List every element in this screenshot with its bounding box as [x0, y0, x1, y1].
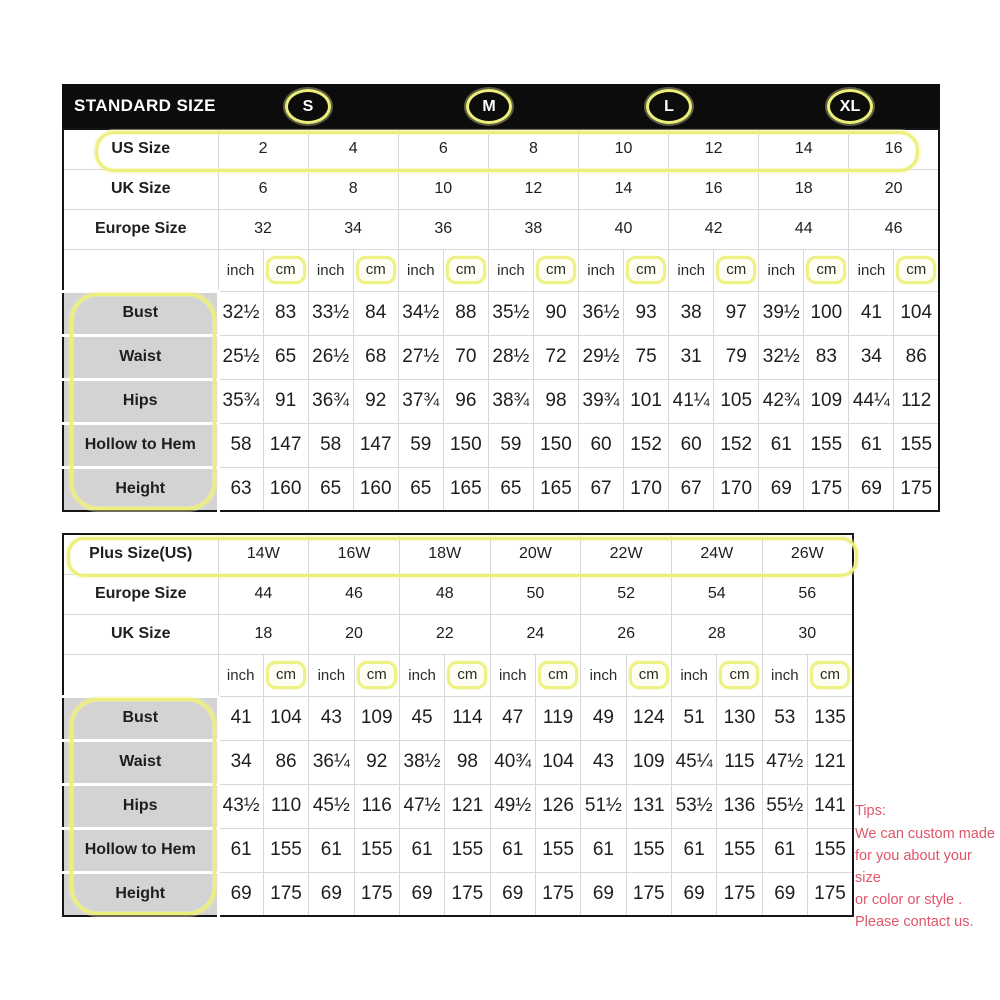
measure-cell: 41 [218, 696, 263, 740]
measure-row [63, 335, 939, 379]
measure-cell: 69 [762, 872, 807, 916]
measure-cell: 175 [445, 872, 490, 916]
cm-highlight-box: cm [266, 256, 306, 284]
row-label: Waist [63, 335, 218, 379]
row-label: Hips [63, 379, 218, 423]
unit-row [63, 249, 939, 291]
measure-cell: 65 [308, 467, 353, 511]
size-group-oval-xl [827, 89, 873, 124]
measure-cell: 104 [894, 291, 939, 335]
measure-cell: 92 [354, 740, 399, 784]
size-group-oval-m [466, 89, 512, 124]
measure-cell: 170 [624, 467, 669, 511]
measure-cell: 28½ [488, 335, 533, 379]
measure-row [63, 828, 853, 872]
unit-inch-cell: inch [671, 654, 716, 696]
measure-cell: 116 [354, 784, 399, 828]
measure-cell: 67 [669, 467, 714, 511]
size-cell: 18W [399, 534, 490, 574]
unit-cm-cell [353, 249, 398, 291]
measure-cell: 175 [263, 872, 308, 916]
measure-cell: 88 [443, 291, 488, 335]
unit-cm-cell [445, 654, 490, 696]
measure-cell: 105 [714, 379, 759, 423]
unit-cm-cell [354, 654, 399, 696]
measure-cell: 150 [443, 423, 488, 467]
measure-cell: 155 [535, 828, 580, 872]
unit-row-label [63, 654, 218, 696]
measure-cell: 170 [714, 467, 759, 511]
size-cell: 28 [671, 614, 762, 654]
measure-cell: 83 [263, 291, 308, 335]
measure-cell: 90 [533, 291, 578, 335]
measure-cell: 147 [263, 423, 308, 467]
measure-cell: 69 [849, 467, 894, 511]
measure-cell: 110 [263, 784, 308, 828]
measure-cell: 32½ [759, 335, 804, 379]
measure-cell: 49½ [490, 784, 535, 828]
size-row [63, 534, 853, 574]
unit-inch-cell: inch [218, 249, 263, 291]
cm-highlight-box: cm [356, 256, 396, 284]
measure-cell: 53 [762, 696, 807, 740]
measure-cell: 43½ [218, 784, 263, 828]
cm-highlight-box: cm [357, 661, 397, 689]
tips-line: for you about your size [855, 848, 972, 886]
size-cell: 20W [490, 534, 581, 574]
cm-highlight-box: cm [446, 256, 486, 284]
measure-cell: 98 [533, 379, 578, 423]
measure-row [63, 784, 853, 828]
size-cell: 10 [398, 169, 488, 209]
size-cell: 54 [671, 574, 762, 614]
size-group-oval-l [646, 89, 692, 124]
cm-highlight-box: cm [266, 661, 306, 689]
measure-cell: 60 [669, 423, 714, 467]
measure-cell: 97 [714, 291, 759, 335]
measure-cell: 34 [218, 740, 263, 784]
measure-cell: 69 [759, 467, 804, 511]
row-label: Bust [63, 696, 218, 740]
unit-cm-cell [804, 249, 849, 291]
measure-cell: 130 [717, 696, 762, 740]
cm-highlight-box: cm [719, 661, 759, 689]
measure-cell: 155 [354, 828, 399, 872]
measure-cell: 45½ [309, 784, 354, 828]
measure-cell: 79 [714, 335, 759, 379]
measure-row [63, 291, 939, 335]
row-label: Hollow to Hem [63, 828, 218, 872]
size-cell: 18 [759, 169, 849, 209]
measure-cell: 70 [443, 335, 488, 379]
measure-cell: 147 [353, 423, 398, 467]
measure-cell: 135 [807, 696, 853, 740]
measure-cell: 126 [535, 784, 580, 828]
size-cell: 34 [308, 209, 398, 249]
cm-highlight-box: cm [536, 256, 576, 284]
measure-cell: 175 [626, 872, 671, 916]
measure-cell: 33½ [308, 291, 353, 335]
tips-note [855, 800, 1000, 933]
row-label: UK Size [63, 169, 218, 209]
measure-cell: 109 [626, 740, 671, 784]
measure-cell: 61 [309, 828, 354, 872]
measure-cell: 38½ [399, 740, 444, 784]
unit-cm-cell [717, 654, 762, 696]
size-cell: 10 [579, 129, 669, 169]
unit-row-label [63, 249, 218, 291]
measure-cell: 45¼ [671, 740, 716, 784]
size-cell: 16 [849, 129, 939, 169]
measure-cell: 104 [535, 740, 580, 784]
size-row [63, 169, 939, 209]
row-label: Hollow to Hem [63, 423, 218, 467]
measure-cell: 100 [804, 291, 849, 335]
measure-cell: 175 [535, 872, 580, 916]
size-cell: 38 [488, 209, 578, 249]
measure-cell: 59 [398, 423, 443, 467]
measure-cell: 155 [445, 828, 490, 872]
row-label: Bust [63, 291, 218, 335]
cm-highlight-box: cm [716, 256, 756, 284]
measure-cell: 26½ [308, 335, 353, 379]
unit-row [63, 654, 853, 696]
size-cell: 50 [490, 574, 581, 614]
measure-cell: 69 [490, 872, 535, 916]
size-cell: 8 [308, 169, 398, 209]
measure-cell: 42¾ [759, 379, 804, 423]
measure-cell: 101 [624, 379, 669, 423]
measure-cell: 112 [894, 379, 939, 423]
measure-cell: 68 [353, 335, 398, 379]
measure-cell: 34½ [398, 291, 443, 335]
measure-cell: 36¼ [309, 740, 354, 784]
measure-cell: 41 [849, 291, 894, 335]
size-cell: 16W [309, 534, 400, 574]
measure-cell: 35½ [488, 291, 533, 335]
size-group-oval-s [285, 89, 331, 124]
measure-cell: 36¾ [308, 379, 353, 423]
measure-row [63, 467, 939, 511]
measure-cell: 47½ [399, 784, 444, 828]
measure-cell: 58 [218, 423, 263, 467]
cm-highlight-box: cm [896, 256, 936, 284]
row-label: US Size [63, 129, 218, 169]
measure-cell: 109 [354, 696, 399, 740]
measure-cell: 60 [579, 423, 624, 467]
unit-inch-cell: inch [762, 654, 807, 696]
unit-cm-cell [624, 249, 669, 291]
measure-cell: 155 [626, 828, 671, 872]
tips-line: Please contact us. [855, 914, 974, 930]
unit-inch-cell: inch [490, 654, 535, 696]
unit-cm-cell [535, 654, 580, 696]
measure-cell: 59 [488, 423, 533, 467]
unit-cm-cell [894, 249, 939, 291]
size-cell: 26 [581, 614, 672, 654]
size-cell: 44 [759, 209, 849, 249]
row-label: Hips [63, 784, 218, 828]
measure-cell: 175 [354, 872, 399, 916]
measure-cell: 75 [624, 335, 669, 379]
unit-cm-cell [263, 249, 308, 291]
unit-inch-cell: inch [488, 249, 533, 291]
size-cell: 44 [218, 574, 309, 614]
size-cell: 2 [218, 129, 308, 169]
measure-cell: 155 [804, 423, 849, 467]
size-cell: 12 [669, 129, 759, 169]
size-cell: 14W [218, 534, 309, 574]
measure-cell: 152 [624, 423, 669, 467]
measure-cell: 36½ [579, 291, 624, 335]
measure-cell: 53½ [671, 784, 716, 828]
measure-cell: 93 [624, 291, 669, 335]
size-group-label: XL [839, 97, 861, 115]
size-cell: 24W [671, 534, 762, 574]
unit-inch-cell: inch [308, 249, 353, 291]
tips-line: or color or style . [855, 892, 963, 908]
measure-cell: 165 [533, 467, 578, 511]
measure-cell: 160 [353, 467, 398, 511]
measure-cell: 160 [263, 467, 308, 511]
measure-cell: 35¾ [218, 379, 263, 423]
measure-cell: 65 [263, 335, 308, 379]
measure-cell: 175 [717, 872, 762, 916]
measure-cell: 55½ [762, 784, 807, 828]
measure-cell: 61 [218, 828, 263, 872]
size-cell: 8 [488, 129, 578, 169]
measure-cell: 34 [849, 335, 894, 379]
measure-cell: 65 [398, 467, 443, 511]
measure-cell: 49 [581, 696, 626, 740]
row-label: Height [63, 872, 218, 916]
plus-size-table [62, 533, 854, 917]
measure-cell: 69 [309, 872, 354, 916]
size-cell: 22W [581, 534, 672, 574]
measure-cell: 61 [490, 828, 535, 872]
measure-cell: 61 [581, 828, 626, 872]
measure-cell: 25½ [218, 335, 263, 379]
measure-cell: 63 [218, 467, 263, 511]
size-cell: 52 [581, 574, 672, 614]
unit-cm-cell [263, 654, 308, 696]
row-label: Waist [63, 740, 218, 784]
size-cell: 42 [669, 209, 759, 249]
measure-row [63, 696, 853, 740]
size-cell: 24 [490, 614, 581, 654]
measure-cell: 115 [717, 740, 762, 784]
size-cell: 18 [218, 614, 309, 654]
unit-inch-cell: inch [398, 249, 443, 291]
unit-cm-cell [626, 654, 671, 696]
measure-row [63, 379, 939, 423]
size-cell: 56 [762, 574, 853, 614]
measure-cell: 155 [263, 828, 308, 872]
size-cell: 48 [399, 574, 490, 614]
cm-highlight-box: cm [538, 661, 578, 689]
measure-cell: 39¾ [579, 379, 624, 423]
size-cell: 40 [579, 209, 669, 249]
measure-cell: 38¾ [488, 379, 533, 423]
unit-inch-cell: inch [849, 249, 894, 291]
measure-cell: 45 [399, 696, 444, 740]
row-label: Height [63, 467, 218, 511]
measure-row [63, 740, 853, 784]
measure-cell: 72 [533, 335, 578, 379]
measure-cell: 61 [849, 423, 894, 467]
size-row [63, 209, 939, 249]
measure-cell: 29½ [579, 335, 624, 379]
measure-cell: 91 [263, 379, 308, 423]
measure-cell: 96 [443, 379, 488, 423]
plus-size-table-section [62, 533, 854, 917]
measure-cell: 38 [669, 291, 714, 335]
cm-highlight-box: cm [626, 256, 666, 284]
cm-highlight-box: cm [447, 661, 487, 689]
unit-inch-cell: inch [581, 654, 626, 696]
measure-cell: 83 [804, 335, 849, 379]
unit-inch-cell: inch [309, 654, 354, 696]
cm-highlight-box: cm [806, 256, 846, 284]
measure-cell: 27½ [398, 335, 443, 379]
cm-highlight-box: cm [810, 661, 850, 689]
tips-line: We can custom made [855, 826, 995, 842]
measure-cell: 150 [533, 423, 578, 467]
measure-cell: 119 [535, 696, 580, 740]
measure-cell: 47 [490, 696, 535, 740]
size-cell: 20 [849, 169, 939, 209]
measure-cell: 155 [717, 828, 762, 872]
size-cell: 22 [399, 614, 490, 654]
size-row [63, 574, 853, 614]
measure-cell: 43 [309, 696, 354, 740]
row-label: Plus Size(US) [63, 534, 218, 574]
measure-cell: 47½ [762, 740, 807, 784]
size-cell: 6 [218, 169, 308, 209]
size-cell: 14 [579, 169, 669, 209]
measure-cell: 98 [445, 740, 490, 784]
measure-cell: 69 [218, 872, 263, 916]
measure-cell: 109 [804, 379, 849, 423]
measure-cell: 69 [581, 872, 626, 916]
size-cell: 12 [488, 169, 578, 209]
measure-cell: 84 [353, 291, 398, 335]
measure-cell: 104 [263, 696, 308, 740]
size-cell: 36 [398, 209, 488, 249]
size-group-label: L [664, 97, 674, 115]
measure-cell: 136 [717, 784, 762, 828]
measure-cell: 44¼ [849, 379, 894, 423]
size-cell: 4 [308, 129, 398, 169]
measure-cell: 121 [807, 740, 853, 784]
measure-cell: 39½ [759, 291, 804, 335]
size-cell: 16 [669, 169, 759, 209]
standard-size-table [62, 128, 940, 512]
measure-cell: 61 [762, 828, 807, 872]
size-cell: 14 [759, 129, 849, 169]
measure-cell: 124 [626, 696, 671, 740]
unit-cm-cell [533, 249, 578, 291]
measure-cell: 92 [353, 379, 398, 423]
size-group-label: M [482, 97, 496, 115]
unit-inch-cell: inch [579, 249, 624, 291]
measure-cell: 61 [759, 423, 804, 467]
size-cell: 30 [762, 614, 853, 654]
unit-inch-cell: inch [218, 654, 263, 696]
measure-cell: 69 [671, 872, 716, 916]
measure-cell: 69 [399, 872, 444, 916]
measure-cell: 58 [308, 423, 353, 467]
tips-title: Tips: [855, 803, 886, 819]
measure-cell: 61 [399, 828, 444, 872]
measure-cell: 32½ [218, 291, 263, 335]
unit-cm-cell [443, 249, 488, 291]
measure-cell: 155 [807, 828, 853, 872]
measure-cell: 152 [714, 423, 759, 467]
measure-cell: 86 [263, 740, 308, 784]
measure-cell: 155 [894, 423, 939, 467]
row-label: Europe Size [63, 209, 218, 249]
measure-cell: 114 [445, 696, 490, 740]
measure-cell: 121 [445, 784, 490, 828]
measure-cell: 86 [894, 335, 939, 379]
measure-cell: 40¾ [490, 740, 535, 784]
standard-size-header [62, 84, 940, 128]
standard-size-table-section [62, 84, 940, 512]
size-cell: 32 [218, 209, 308, 249]
measure-row [63, 872, 853, 916]
size-group-label: S [302, 97, 314, 115]
unit-cm-cell [714, 249, 759, 291]
measure-cell: 67 [579, 467, 624, 511]
unit-inch-cell: inch [399, 654, 444, 696]
size-cell: 6 [398, 129, 488, 169]
measure-cell: 31 [669, 335, 714, 379]
row-label: Europe Size [63, 574, 218, 614]
measure-cell: 165 [443, 467, 488, 511]
row-label: UK Size [63, 614, 218, 654]
size-cell: 46 [849, 209, 939, 249]
measure-cell: 43 [581, 740, 626, 784]
size-cell: 46 [309, 574, 400, 614]
size-cell: 20 [309, 614, 400, 654]
measure-cell: 175 [804, 467, 849, 511]
size-cell: 26W [762, 534, 853, 574]
unit-inch-cell: inch [669, 249, 714, 291]
unit-cm-cell [807, 654, 853, 696]
measure-cell: 131 [626, 784, 671, 828]
measure-cell: 41¼ [669, 379, 714, 423]
measure-cell: 61 [671, 828, 716, 872]
measure-cell: 65 [488, 467, 533, 511]
size-row [63, 614, 853, 654]
measure-cell: 51½ [581, 784, 626, 828]
measure-cell: 175 [894, 467, 939, 511]
unit-inch-cell: inch [759, 249, 804, 291]
measure-cell: 51 [671, 696, 716, 740]
standard-size-title: STANDARD SIZE [74, 96, 216, 115]
measure-cell: 141 [807, 784, 853, 828]
cm-highlight-box: cm [629, 661, 669, 689]
measure-row [63, 423, 939, 467]
measure-cell: 37¾ [398, 379, 443, 423]
measure-cell: 175 [807, 872, 853, 916]
size-row [63, 129, 939, 169]
